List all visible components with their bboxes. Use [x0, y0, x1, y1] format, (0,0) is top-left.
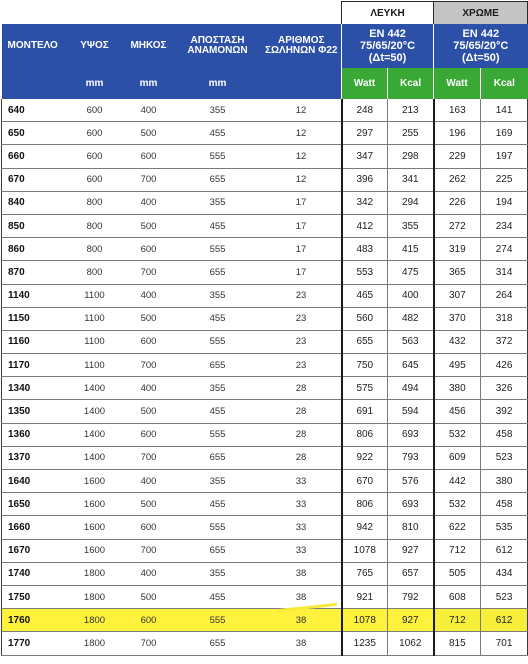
row-length: 500	[124, 400, 174, 423]
row-white-kcal: 482	[388, 307, 434, 330]
row-height: 600	[66, 145, 124, 168]
row-white-kcal: 494	[388, 377, 434, 400]
row-distance: 555	[174, 609, 262, 632]
row-height: 1800	[66, 562, 124, 585]
row-distance: 455	[174, 493, 262, 516]
row-model: 1360	[2, 423, 66, 446]
row-distance: 355	[174, 99, 262, 122]
row-chrome-kcal: 194	[481, 191, 528, 214]
row-model: 860	[2, 238, 66, 261]
row-white-kcal: 415	[388, 238, 434, 261]
row-white-kcal: 693	[388, 493, 434, 516]
row-model: 1750	[2, 585, 66, 608]
table-row	[2, 423, 528, 446]
row-chrome-kcal: 197	[481, 145, 528, 168]
row-white-kcal: 927	[388, 539, 434, 562]
row-chrome-watt: 442	[434, 470, 481, 493]
row-model: 1660	[2, 516, 66, 539]
row-length: 500	[124, 214, 174, 237]
table-row	[2, 145, 528, 168]
row-distance: 655	[174, 354, 262, 377]
row-length: 700	[124, 632, 174, 655]
row-distance: 555	[174, 145, 262, 168]
table-row	[2, 609, 528, 632]
row-chrome-watt: 815	[434, 632, 481, 655]
header-height: ΥΨΟΣ	[66, 24, 124, 68]
row-chrome-watt: 319	[434, 238, 481, 261]
row-white-watt: 412	[342, 214, 388, 237]
row-height: 1600	[66, 470, 124, 493]
row-chrome-kcal: 523	[481, 446, 528, 469]
row-chrome-watt: 226	[434, 191, 481, 214]
row-distance: 655	[174, 168, 262, 191]
table-row	[2, 377, 528, 400]
row-chrome-watt: 432	[434, 330, 481, 353]
row-distance: 555	[174, 423, 262, 446]
radiator-spec-table-wrapper	[1, 1, 527, 663]
row-white-kcal: 793	[388, 446, 434, 469]
row-height: 600	[66, 168, 124, 191]
row-chrome-watt: 229	[434, 145, 481, 168]
row-tubes: 17	[262, 238, 342, 261]
table-row	[2, 354, 528, 377]
row-white-watt: 396	[342, 168, 388, 191]
row-white-kcal: 400	[388, 284, 434, 307]
row-tubes: 23	[262, 284, 342, 307]
table-row	[2, 470, 528, 493]
row-chrome-kcal: 458	[481, 493, 528, 516]
row-tubes: 17	[262, 214, 342, 237]
row-white-kcal: 563	[388, 330, 434, 353]
row-white-kcal: 298	[388, 145, 434, 168]
row-chrome-kcal: 535	[481, 516, 528, 539]
unit-length: mm	[124, 68, 174, 99]
row-chrome-watt: 622	[434, 516, 481, 539]
row-white-watt: 297	[342, 122, 388, 145]
row-white-watt: 750	[342, 354, 388, 377]
table-row	[2, 168, 528, 191]
row-length: 600	[124, 609, 174, 632]
row-distance: 455	[174, 214, 262, 237]
row-tubes: 33	[262, 516, 342, 539]
row-chrome-watt: 608	[434, 585, 481, 608]
row-tubes: 33	[262, 539, 342, 562]
row-tubes: 28	[262, 377, 342, 400]
column-header-row	[2, 24, 528, 68]
unit-chrome-watt: Watt	[434, 68, 481, 99]
group-chrome: ΧΡΩΜΕ	[434, 2, 528, 25]
row-length: 400	[124, 284, 174, 307]
row-white-kcal: 810	[388, 516, 434, 539]
row-height: 1100	[66, 307, 124, 330]
header-length: ΜΗΚΟΣ	[124, 24, 174, 68]
row-length: 500	[124, 307, 174, 330]
row-chrome-watt: 365	[434, 261, 481, 284]
table-row	[2, 632, 528, 655]
row-white-watt: 553	[342, 261, 388, 284]
table-row	[2, 516, 528, 539]
row-length: 600	[124, 516, 174, 539]
row-chrome-watt: 196	[434, 122, 481, 145]
unit-model	[2, 68, 66, 99]
row-chrome-kcal: 372	[481, 330, 528, 353]
row-height: 600	[66, 99, 124, 122]
row-distance: 455	[174, 585, 262, 608]
unit-chrome-kcal: Kcal	[481, 68, 528, 99]
row-height: 1800	[66, 609, 124, 632]
row-chrome-kcal: 225	[481, 168, 528, 191]
row-tubes: 23	[262, 307, 342, 330]
row-chrome-watt: 712	[434, 539, 481, 562]
row-length: 600	[124, 423, 174, 446]
row-model: 1370	[2, 446, 66, 469]
row-chrome-watt: 370	[434, 307, 481, 330]
table-row	[2, 99, 528, 122]
row-distance: 555	[174, 238, 262, 261]
row-white-watt: 691	[342, 400, 388, 423]
row-distance: 355	[174, 191, 262, 214]
row-white-watt: 806	[342, 423, 388, 446]
table-row	[2, 238, 528, 261]
row-height: 1400	[66, 377, 124, 400]
row-chrome-watt: 456	[434, 400, 481, 423]
row-height: 1600	[66, 493, 124, 516]
row-tubes: 28	[262, 400, 342, 423]
row-length: 700	[124, 446, 174, 469]
unit-white-watt: Watt	[342, 68, 388, 99]
table-row	[2, 446, 528, 469]
row-length: 600	[124, 330, 174, 353]
row-chrome-watt: 532	[434, 493, 481, 516]
row-tubes: 38	[262, 562, 342, 585]
group-white: ΛΕΥΚΗ	[342, 2, 434, 25]
row-distance: 655	[174, 446, 262, 469]
row-chrome-kcal: 264	[481, 284, 528, 307]
row-height: 1100	[66, 330, 124, 353]
row-height: 800	[66, 261, 124, 284]
group-header-row	[2, 2, 528, 25]
table-row	[2, 191, 528, 214]
row-white-watt: 575	[342, 377, 388, 400]
row-white-kcal: 475	[388, 261, 434, 284]
row-height: 1400	[66, 400, 124, 423]
table-row	[2, 493, 528, 516]
table-row	[2, 585, 528, 608]
table-row	[2, 562, 528, 585]
row-height: 1100	[66, 354, 124, 377]
unit-distance: mm	[174, 68, 262, 99]
table-row	[2, 330, 528, 353]
row-length: 600	[124, 145, 174, 168]
row-chrome-kcal: 314	[481, 261, 528, 284]
row-height: 600	[66, 122, 124, 145]
group-header-blank	[2, 2, 342, 25]
row-chrome-watt: 163	[434, 99, 481, 122]
row-white-kcal: 341	[388, 168, 434, 191]
row-white-watt: 483	[342, 238, 388, 261]
row-chrome-watt: 272	[434, 214, 481, 237]
row-length: 700	[124, 261, 174, 284]
row-white-watt: 1078	[342, 609, 388, 632]
row-chrome-kcal: 612	[481, 539, 528, 562]
row-tubes: 23	[262, 354, 342, 377]
row-distance: 355	[174, 377, 262, 400]
row-white-watt: 655	[342, 330, 388, 353]
header-model: ΜΟΝΤΕΛΟ	[2, 24, 66, 68]
row-white-kcal: 645	[388, 354, 434, 377]
header-tubes: ΑΡΙΘΜΟΣ ΣΩΛΗΝΩΝ Φ22	[262, 24, 342, 68]
unit-header-row	[2, 68, 528, 99]
table-row	[2, 539, 528, 562]
row-distance: 455	[174, 122, 262, 145]
row-model: 1150	[2, 307, 66, 330]
row-height: 800	[66, 238, 124, 261]
row-white-watt: 942	[342, 516, 388, 539]
row-chrome-kcal: 318	[481, 307, 528, 330]
row-tubes: 17	[262, 191, 342, 214]
row-length: 400	[124, 470, 174, 493]
row-model: 840	[2, 191, 66, 214]
row-length: 700	[124, 168, 174, 191]
row-white-watt: 765	[342, 562, 388, 585]
table-row	[2, 307, 528, 330]
row-white-watt: 248	[342, 99, 388, 122]
row-length: 400	[124, 377, 174, 400]
row-tubes: 17	[262, 261, 342, 284]
row-height: 1100	[66, 284, 124, 307]
row-length: 400	[124, 562, 174, 585]
unit-tubes	[262, 68, 342, 99]
row-length: 700	[124, 539, 174, 562]
table-row	[2, 214, 528, 237]
row-chrome-kcal: 234	[481, 214, 528, 237]
row-white-kcal: 294	[388, 191, 434, 214]
row-tubes: 33	[262, 493, 342, 516]
row-chrome-watt: 712	[434, 609, 481, 632]
row-tubes: 12	[262, 168, 342, 191]
row-white-kcal: 1062	[388, 632, 434, 655]
row-tubes: 33	[262, 470, 342, 493]
row-tubes: 12	[262, 122, 342, 145]
row-model: 870	[2, 261, 66, 284]
row-model: 1160	[2, 330, 66, 353]
row-chrome-watt: 380	[434, 377, 481, 400]
row-chrome-kcal: 392	[481, 400, 528, 423]
row-length: 500	[124, 122, 174, 145]
row-model: 1640	[2, 470, 66, 493]
row-distance: 355	[174, 470, 262, 493]
table-body	[2, 99, 528, 655]
row-chrome-watt: 609	[434, 446, 481, 469]
row-white-watt: 806	[342, 493, 388, 516]
row-white-watt: 1078	[342, 539, 388, 562]
row-white-kcal: 594	[388, 400, 434, 423]
row-model: 1760	[2, 609, 66, 632]
header-standard-chrome: EN 442 75/65/20°C (Δt=50)	[434, 24, 528, 68]
row-white-kcal: 213	[388, 99, 434, 122]
row-distance: 355	[174, 562, 262, 585]
row-chrome-kcal: 701	[481, 632, 528, 655]
row-tubes: 38	[262, 585, 342, 608]
row-length: 700	[124, 354, 174, 377]
row-distance: 555	[174, 516, 262, 539]
row-model: 850	[2, 214, 66, 237]
row-model: 1770	[2, 632, 66, 655]
table-row	[2, 284, 528, 307]
row-length: 600	[124, 238, 174, 261]
table-row	[2, 261, 528, 284]
row-chrome-kcal: 458	[481, 423, 528, 446]
row-tubes: 12	[262, 145, 342, 168]
row-height: 1400	[66, 423, 124, 446]
row-distance: 455	[174, 307, 262, 330]
row-model: 1140	[2, 284, 66, 307]
radiator-spec-table	[1, 1, 528, 656]
row-distance: 555	[174, 330, 262, 353]
row-white-watt: 921	[342, 585, 388, 608]
row-chrome-watt: 532	[434, 423, 481, 446]
row-white-watt: 560	[342, 307, 388, 330]
row-chrome-kcal: 612	[481, 609, 528, 632]
row-chrome-watt: 495	[434, 354, 481, 377]
row-model: 660	[2, 145, 66, 168]
row-distance: 355	[174, 284, 262, 307]
row-model: 1740	[2, 562, 66, 585]
row-model: 650	[2, 122, 66, 145]
row-chrome-watt: 505	[434, 562, 481, 585]
row-white-kcal: 927	[388, 609, 434, 632]
row-height: 1600	[66, 539, 124, 562]
row-chrome-kcal: 434	[481, 562, 528, 585]
row-model: 1670	[2, 539, 66, 562]
header-standard-white: EN 442 75/65/20°C (Δt=50)	[342, 24, 434, 68]
row-chrome-watt: 262	[434, 168, 481, 191]
row-height: 1400	[66, 446, 124, 469]
row-tubes: 38	[262, 609, 342, 632]
row-white-kcal: 355	[388, 214, 434, 237]
header-distance: ΑΠΟΣΤΑΣΗ ΑΝΑΜΟΝΩΝ	[174, 24, 262, 68]
row-chrome-kcal: 141	[481, 99, 528, 122]
row-height: 1600	[66, 516, 124, 539]
row-chrome-kcal: 523	[481, 585, 528, 608]
row-chrome-kcal: 426	[481, 354, 528, 377]
row-model: 1650	[2, 493, 66, 516]
row-length: 400	[124, 191, 174, 214]
row-chrome-watt: 307	[434, 284, 481, 307]
row-length: 500	[124, 493, 174, 516]
row-height: 800	[66, 214, 124, 237]
row-length: 500	[124, 585, 174, 608]
row-length: 400	[124, 99, 174, 122]
row-tubes: 28	[262, 423, 342, 446]
row-chrome-kcal: 326	[481, 377, 528, 400]
row-model: 1340	[2, 377, 66, 400]
row-tubes: 23	[262, 330, 342, 353]
row-model: 640	[2, 99, 66, 122]
row-white-watt: 670	[342, 470, 388, 493]
unit-white-kcal: Kcal	[388, 68, 434, 99]
row-white-watt: 347	[342, 145, 388, 168]
row-model: 1170	[2, 354, 66, 377]
row-chrome-kcal: 169	[481, 122, 528, 145]
row-white-kcal: 255	[388, 122, 434, 145]
row-height: 800	[66, 191, 124, 214]
row-distance: 455	[174, 400, 262, 423]
row-distance: 655	[174, 539, 262, 562]
row-tubes: 12	[262, 99, 342, 122]
row-tubes: 28	[262, 446, 342, 469]
unit-height: mm	[66, 68, 124, 99]
row-tubes: 38	[262, 632, 342, 655]
table-row	[2, 400, 528, 423]
row-white-watt: 1235	[342, 632, 388, 655]
row-white-kcal: 576	[388, 470, 434, 493]
row-chrome-kcal: 380	[481, 470, 528, 493]
row-height: 1800	[66, 585, 124, 608]
row-white-watt: 922	[342, 446, 388, 469]
row-distance: 655	[174, 632, 262, 655]
row-height: 1800	[66, 632, 124, 655]
row-white-kcal: 792	[388, 585, 434, 608]
row-white-watt: 465	[342, 284, 388, 307]
row-model: 1350	[2, 400, 66, 423]
table-row	[2, 122, 528, 145]
row-white-kcal: 657	[388, 562, 434, 585]
row-distance: 655	[174, 261, 262, 284]
row-model: 670	[2, 168, 66, 191]
row-chrome-kcal: 274	[481, 238, 528, 261]
row-white-watt: 342	[342, 191, 388, 214]
row-white-kcal: 693	[388, 423, 434, 446]
